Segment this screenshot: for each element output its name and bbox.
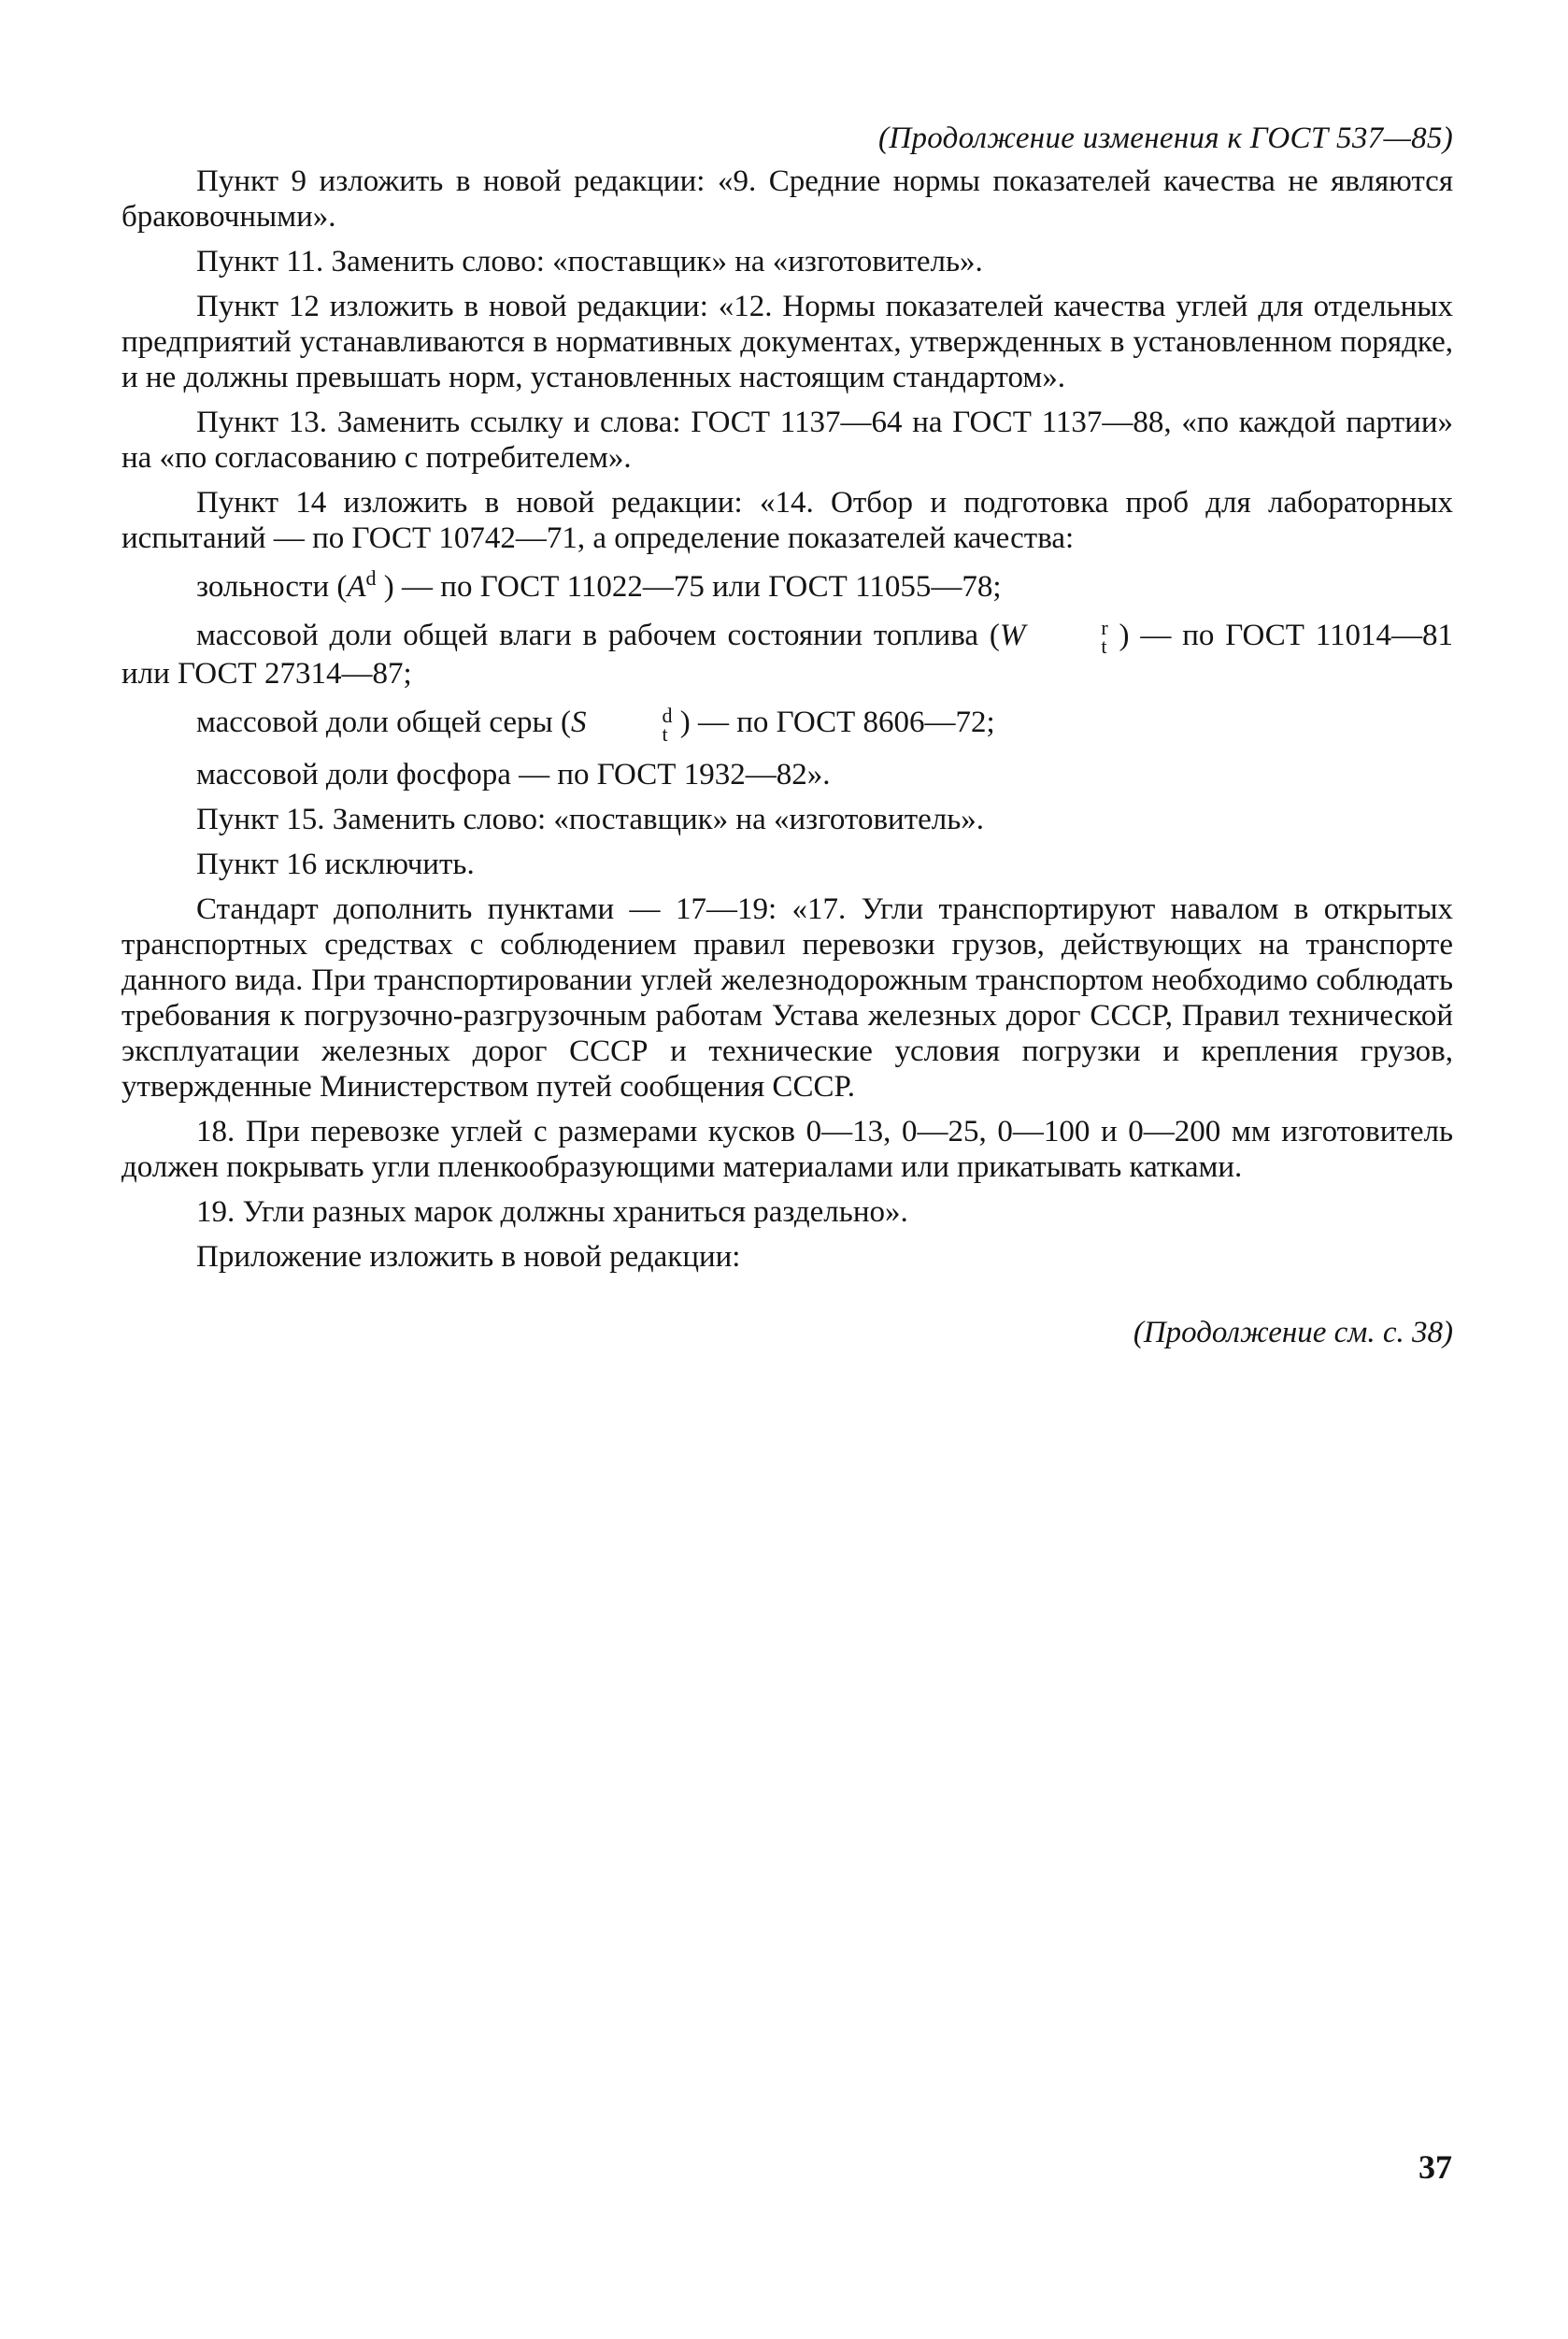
indicator-ash <box>121 566 1453 605</box>
indicator-phosphorus: массовой доли фосфора — по ГОСТ 1932—82». <box>196 757 831 792</box>
indicator-moisture-sub: t <box>1101 635 1107 659</box>
indicator-ash-symbol: A <box>347 570 366 604</box>
indicator-moisture <box>121 618 1453 692</box>
continuation-header: (Продолжение изменения к ГОСТ 537—85) <box>878 121 1453 155</box>
indicator-ash-prefix: зольности ( <box>196 570 348 604</box>
paragraph-item-11: Пункт 11. Заменить слово: «поставщик» на «изготовитель». <box>196 245 983 278</box>
indicator-ash-suffix: ) — по ГОСТ 11022—75 или ГОСТ 11055—78; <box>376 570 1002 604</box>
indicator-sulfur-sup: d <box>662 703 673 727</box>
page-number: 37 <box>1418 2148 1452 2186</box>
paragraph-item-15: Пункт 15. Заменить слово: «поставщик» на «изготовитель». <box>196 802 985 836</box>
indicator-sulfur-suffix: ) — по ГОСТ 8606—72; <box>672 706 995 740</box>
indicator-ash-sup: d <box>365 566 377 590</box>
indicator-moisture-prefix: массовой доли общей влаги в рабочем состоянии топлива ( <box>196 619 1000 652</box>
paragraph-item-13: Пункт 13. Заменить ссылку и слова: ГОСТ 1137—64 на ГОСТ 1137—88, «по каждой партии» на «по согласованию с потребителем». <box>121 406 1453 475</box>
indicator-moisture-suffix: ) — по ГОСТ 11014—81 или ГОСТ 27314—87; <box>121 619 1453 692</box>
indicator-sulfur-sub: t <box>662 721 668 746</box>
paragraph-item-16: Пункт 16 исключить. <box>196 847 475 881</box>
indicator-moisture-symbol: W <box>999 619 1026 652</box>
paragraph-items-17-19: Стандарт дополнить пунктами — 17—19: «17. Угли транспортируют навалом в открытых транспортных средствах с соблюдением правил перевозки грузов, действующих на транспорте данного вида. При транспортировании углей железнодорожным транспортом необходимо соблюдать требования к погрузочно-разгрузочным работам Устава железных дорог СССР, Правил технической эксплуатации железных дорог СССР и технические условия погрузки и крепления грузов, утвержденные Министерством путей сообщения СССР. <box>121 891 1453 1104</box>
indicator-sulfur <box>121 703 1453 746</box>
paragraph-item-14: Пункт 14 изложить в новой редакции: «14. Отбор и подготовка проб для лабораторных испытаний — по ГОСТ 10742—71, а определение показателей качества: <box>121 486 1453 555</box>
indicator-sulfur-symbol: S <box>570 706 587 740</box>
continuation-footer-note: (Продолжение см. с. 38) <box>1133 1315 1453 1349</box>
paragraph-appendix: Приложение изложить в новой редакции: <box>196 1239 741 1274</box>
paragraph-item-12: Пункт 12 изложить в новой редакции: «12. Нормы показателей качества углей для отдельных предприятий устанавливаются в нормативных документах, утвержденных в установленном порядке, и не должны превышать норм, установленных настоящим стандартом». <box>121 290 1453 394</box>
paragraph-item-18: 18. При перевозке углей с размерами кусков 0—13, 0—25, 0—100 и 0—200 мм изготовитель должен покрывать угли пленкообразующими материалами или прикатывать катками. <box>121 1114 1453 1184</box>
indicator-moisture-indices <box>1026 616 1108 659</box>
paragraph-item-19: 19. Угли разных марок должны храниться раздельно». <box>196 1194 908 1229</box>
indicator-sulfur-indices <box>587 703 673 746</box>
paragraph-item-9: Пункт 9 изложить в новой редакции: «9. Средние нормы показателей качества не являются браковочными». <box>121 164 1453 234</box>
indicator-moisture-sup: r <box>1101 616 1108 640</box>
document-page <box>121 121 1453 1350</box>
indicator-sulfur-prefix: массовой доли общей серы ( <box>196 706 571 740</box>
